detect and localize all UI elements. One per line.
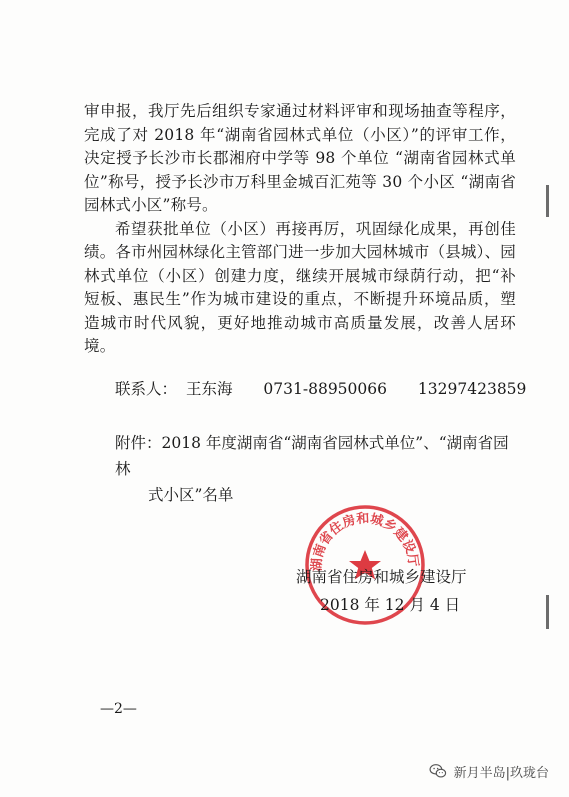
body-text	[84, 100, 516, 359]
issuer: 湖南省住房和城乡建设厅	[296, 568, 467, 586]
contact-line	[115, 378, 526, 401]
seal-text: 湖南省住房和城乡建设厅	[309, 511, 421, 572]
attachment-line-1: 附件：2018 年度湖南省“湖南省园林式单位”、“湖南省园林	[115, 434, 509, 478]
contact-phone: 0731-88950066	[263, 380, 387, 398]
page-number: —2—	[100, 701, 137, 717]
wechat-icon	[428, 761, 448, 781]
paragraph-2: 希望获批单位（小区）再接再厉，巩固绿化成果，再创佳绩。各市州园林绿化主管部门进一步加大园林城市（县城）、园林式单位（小区）创建力度，继续开展城市绿荫行动，把“补短板、惠民生”作为城市建设的重点，不断提升环境品质，塑造城市时代风貌，更好地推动城市高质量发展，改善人居环境。	[84, 219, 516, 355]
attachment	[115, 430, 515, 508]
issue-date: 2018 年 12 月 4 日	[320, 596, 461, 614]
contact-mobile: 13297423859	[417, 380, 527, 398]
margin-mark-top	[546, 185, 549, 217]
margin-mark-bottom	[546, 595, 549, 629]
contact-name: 王东海	[185, 380, 233, 398]
contact-label: 联系人：	[115, 380, 178, 398]
watermark	[428, 761, 549, 781]
watermark-text: 新月半岛|玖珑台	[453, 765, 549, 781]
attachment-line-2: 式小区”名单	[148, 486, 234, 504]
paragraph-1: 审申报，我厅先后组织专家通过材料评审和现场抽查等程序，完成了对 2018 年“湖南省园林式单位（小区）”的评审工作，决定授予长沙市长郡湘府中学等 98 个单位 “湖南省园林式单位”称号，授予长沙市万科里金城百汇苑等 30 个小区 “湖南省园林式小区”称号。	[84, 102, 516, 214]
